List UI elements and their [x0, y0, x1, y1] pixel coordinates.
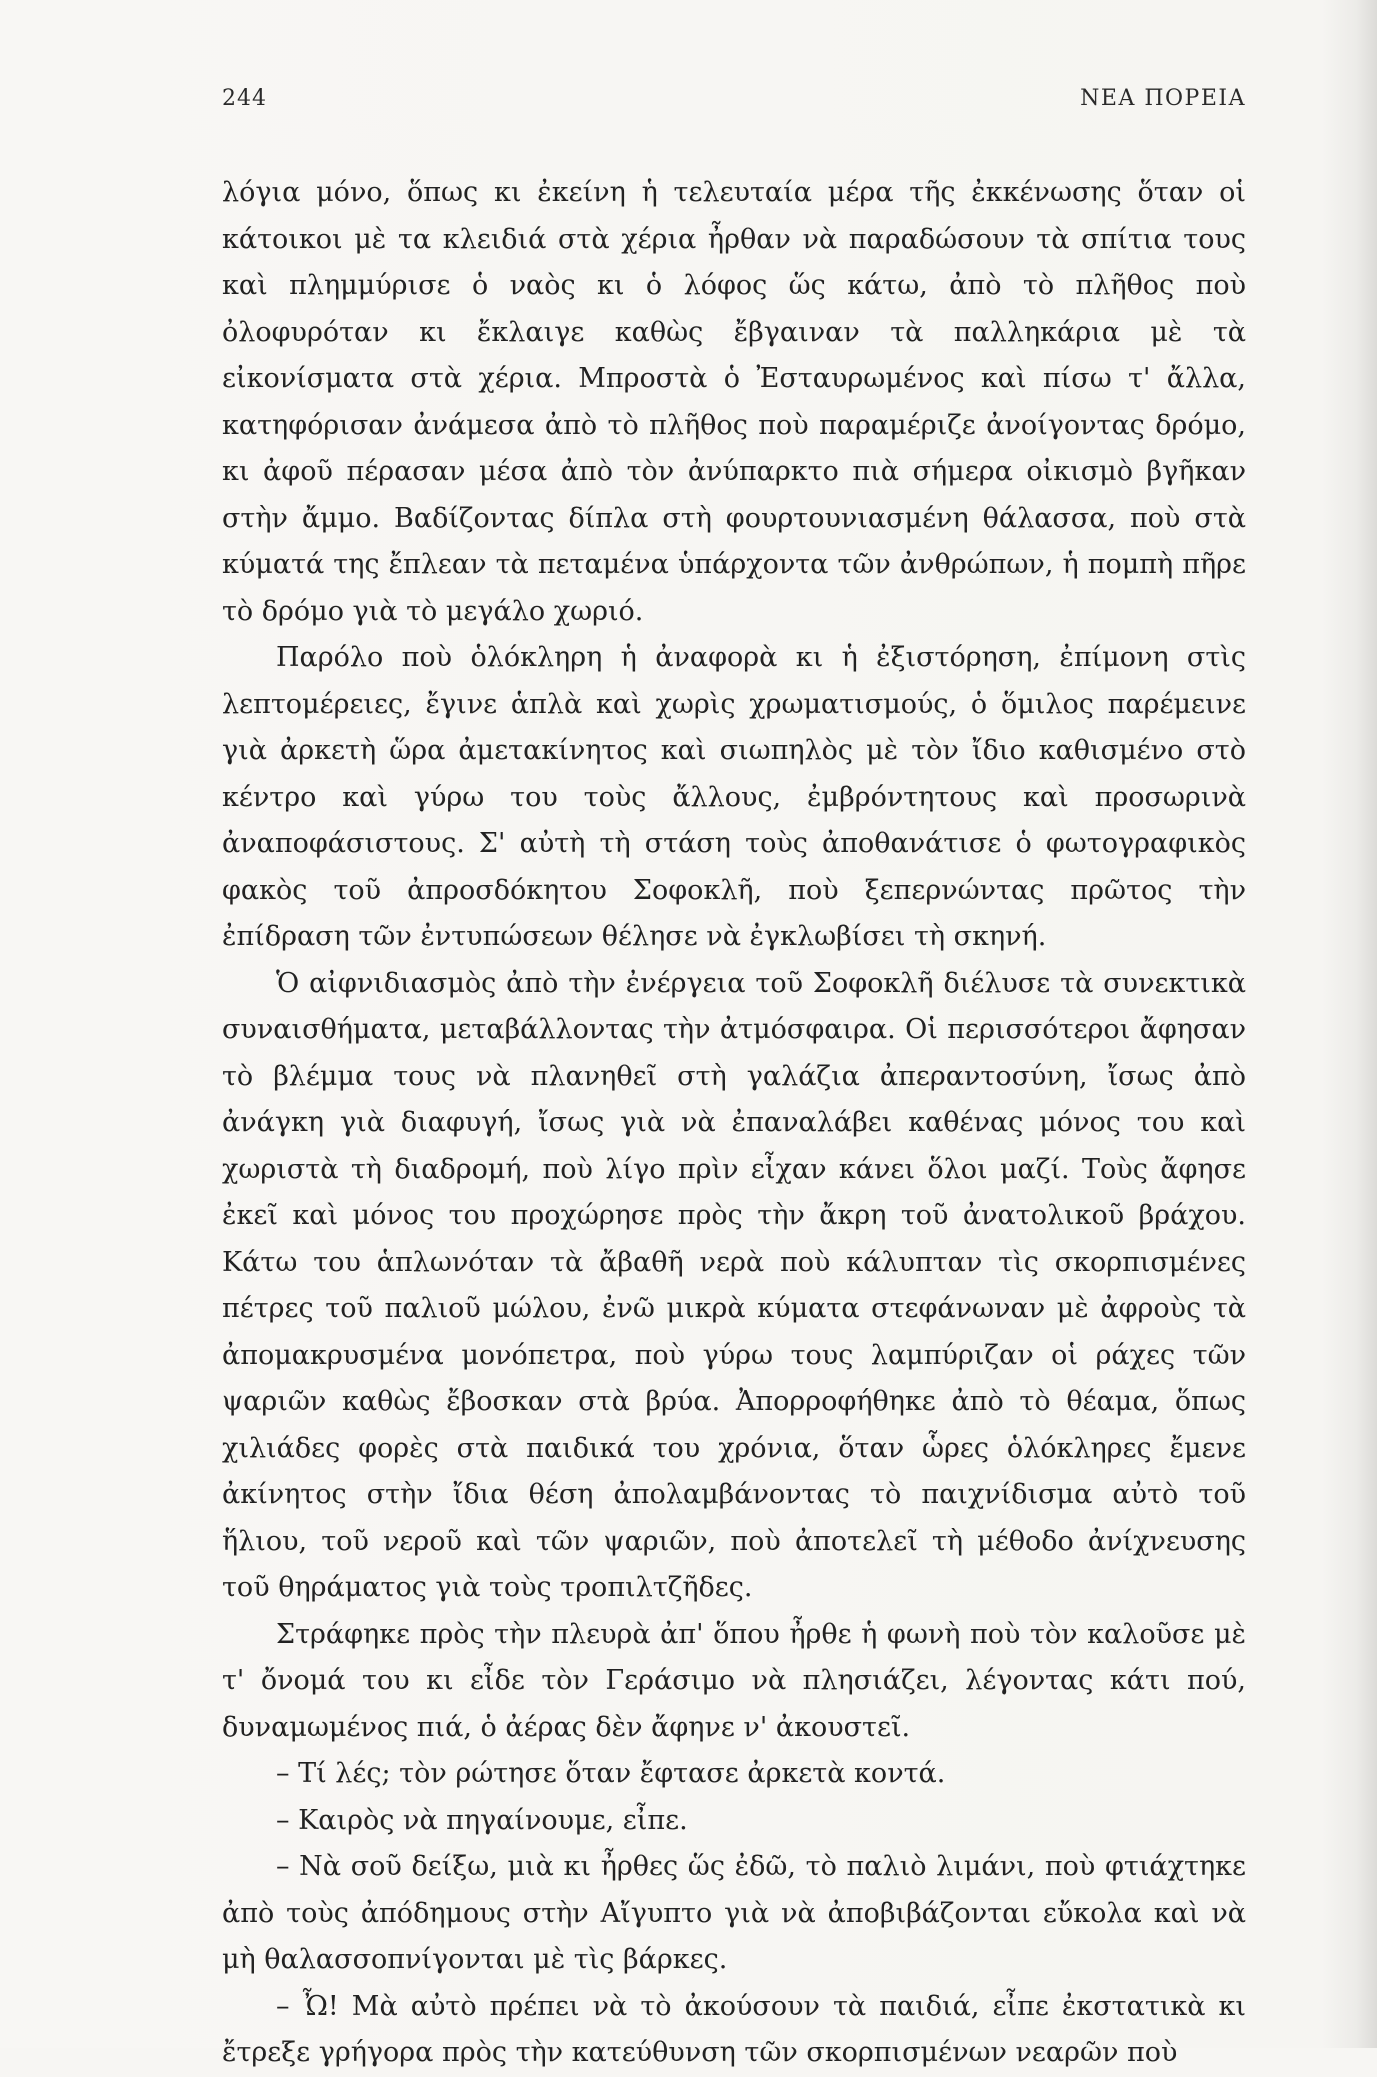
dialogue-line: – Ὦ! Μὰ αὐτὸ πρέπει νὰ τὸ ἀκούσουν τὰ παιδιά, εἶπε ἐκστατικὰ κι ἔτρεξε γρήγορα πρὸς τὴν κατεύθυνση τῶν σκορπισμένων νεαρῶν ποὺ	[222, 1990, 1246, 2068]
paragraph: Ὁ αἰφνιδιασμὸς ἀπὸ τὴν ἐνέργεια τοῦ Σοφοκλῆ διέλυσε τὰ συνεκτικὰ συναισθήματα, μεταβάλλοντας τὴν ἀτμόσφαιρα. Οἱ περισσότεροι ἄφησαν τὸ βλέμμα τους νὰ πλανηθεῖ στὴ γαλάζια ἀπεραντοσύνη, ἴσως ἀπὸ ἀνάγκη γιὰ διαφυγή, ἴσως γιὰ νὰ ἐπαναλάβει καθένας μόνος του καὶ χωριστὰ τὴ διαδρομή, ποὺ λίγο πρὶν εἶχαν κάνει ὅλοι μαζί. Τοὺς ἄφησε ἐκεῖ καὶ μόνος του προχώρησε πρὸς τὴν ἄκρη τοῦ ἀνατολικοῦ βράχου. Κάτω του ἁπλωνόταν τὰ ἄβαθῆ νερὰ ποὺ κάλυπταν τὶς σκορπισμένες πέτρες τοῦ παλιοῦ μώλου, ἐνῶ μικρὰ κύματα στεφάνωναν μὲ ἀφροὺς τὰ ἀπομακρυσμένα μονόπετρα, ποὺ γύρω τους λαμπύριζαν οἱ ράχες τῶν ψαριῶν καθὼς ἔβοσκαν στὰ βρύα. Ἀπορροφήθηκε ἀπὸ τὸ θέαμα, ὅπως χιλιάδες φορὲς στὰ παιδικά του χρόνια, ὅταν ὧρες ὁλόκληρες ἔμενε ἀκίνητος στὴν ἴδια θέση ἀπολαμβάνοντας τὸ παιχνίδισμα αὐτὸ τοῦ ἥλιου, τοῦ νεροῦ καὶ τῶν ψαριῶν, ποὺ ἀποτελεῖ τὴ μέθοδο ἀνίχνευσης τοῦ θηράματος γιὰ τοὺς τροπιλτζῆδες.	[222, 967, 1246, 1603]
paragraph: Παρόλο ποὺ ὁλόκληρη ἡ ἀναφορὰ κι ἡ ἐξιστόρηση, ἐπίμονη στὶς λεπτομέρειες, ἔγινε ἁπλὰ καὶ χωρὶς χρωματισμούς, ὁ ὅμιλος παρέμεινε γιὰ ἀρκετὴ ὥρα ἀμετακίνητος καὶ σιωπηλὸς μὲ τὸν ἴδιο καθισμένο στὸ κέντρο καὶ γύρω του τοὺς ἄλλους, ἐμβρόντητους καὶ προσωρινὰ ἀναποφάσιστους. Σ' αὐτὴ τὴ στάση τοὺς ἀποθανάτισε ὁ φωτογραφικὸς φακὸς τοῦ ἀπροσδόκητου Σοφοκλῆ, ποὺ ξεπερνώντας πρῶτος τὴν ἐπίδραση τῶν ἐντυπώσεων θέλησε νὰ ἐγκλωβίσει τὴ σκηνή.	[222, 642, 1246, 952]
dialogue-line: – Νὰ σοῦ δείξω, μιὰ κι ἦρθες ὥς ἐδῶ, τὸ παλιὸ λιμάνι, ποὺ φτιάχτηκε ἀπὸ τοὺς ἀπόδημους στὴν Αἴγυπτο γιὰ νὰ ἀποβιβάζονται εὔκολα καὶ νὰ μὴ θαλασσοπνίγονται μὲ τὶς βάρκες.	[222, 1851, 1246, 1975]
page-number: 244	[222, 86, 267, 111]
paragraph: λόγια μόνο, ὅπως κι ἐκείνη ἡ τελευταία μέρα τῆς ἐκκένωσης ὅταν οἱ κάτοικοι μὲ τα κλειδιά στὰ χέρια ἦρθαν νὰ παραδώσουν τὰ σπίτια τους καὶ πλημμύρισε ὁ ναὸς κι ὁ λόφος ὥς κάτω, ἀπὸ τὸ πλῆθος ποὺ ὀλοφυρόταν κι ἔκλαιγε καθὼς ἔβγαιναν τὰ παλληκάρια μὲ τὰ εἰκονίσματα στὰ χέρια. Μπροστὰ ὁ Ἐσταυρωμένος καὶ πίσω τ' ἄλλα, κατηφόρισαν ἀνάμεσα ἀπὸ τὸ πλῆθος ποὺ παραμέριζε ἀνοίγοντας δρόμο, κι ἀφοῦ πέρασαν μέσα ἀπὸ τὸν ἀνύπαρκτο πιὰ σήμερα οἰκισμὸ βγῆκαν στὴν ἄμμο. Βαδίζοντας δίπλα στὴ φουρτουνιασμένη θάλασσα, ποὺ στὰ κύματά της ἔπλεαν τὰ πεταμένα ὑπάρχοντα τῶν ἀνθρώπων, ἡ πομπὴ πῆρε τὸ δρόμο γιὰ τὸ μεγάλο χωριό.	[222, 177, 1246, 627]
page-header	[222, 86, 1246, 126]
dialogue-line: – Τί λές; τὸν ρώτησε ὅταν ἔφτασε ἀρκετὰ κοντά.	[276, 1758, 946, 1789]
body-text	[222, 170, 1246, 2077]
paragraph: Στράφηκε πρὸς τὴν πλευρὰ ἀπ' ὅπου ἦρθε ἡ φωνὴ ποὺ τὸν καλοῦσε μὲ τ' ὄνομά του κι εἶδε τὸν Γεράσιμο νὰ πλησιάζει, λέγοντας κάτι πού, δυναμωμένος πιά, ὁ ἀέρας δὲν ἄφηνε ν' ἀκουστεῖ.	[222, 1618, 1246, 1743]
running-head: ΝΕΑ ΠΟΡΕΙΑ	[1080, 86, 1246, 111]
dialogue-line: – Καιρὸς νὰ πηγαίνουμε, εἶπε.	[276, 1804, 688, 1836]
